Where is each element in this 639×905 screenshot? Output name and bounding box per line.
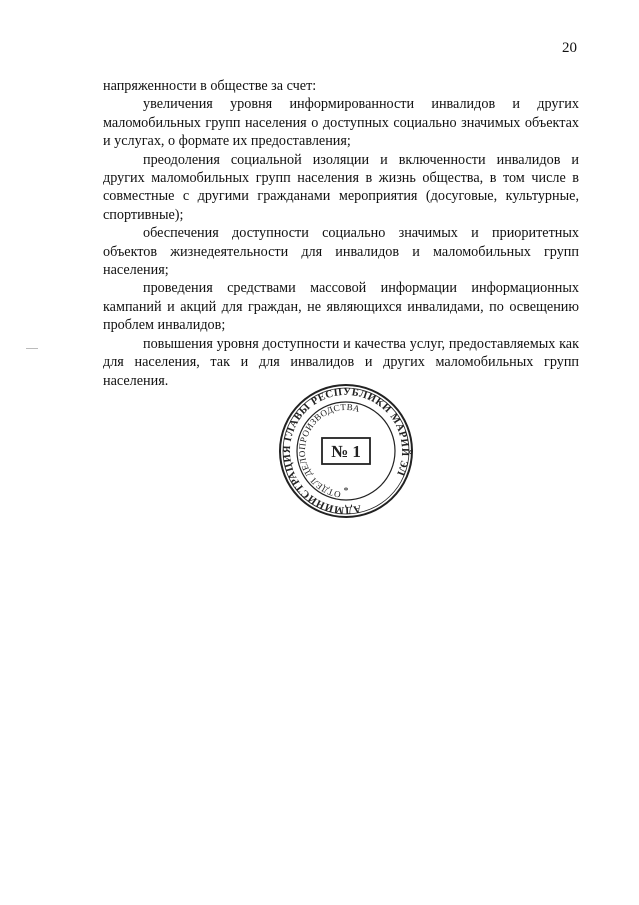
paragraph: проведения средствами массовой информации информационных кампаний и акций для граждан, не являющихся инвалидами, по освещению проблем инвалидов; (103, 280, 579, 334)
stamp-outer-text: АДМИНИСТРАЦИЯ ГЛАВЫ РЕСПУБЛИКИ МАРИЙ ЭЛ (281, 386, 411, 516)
page-number: 20 (562, 40, 577, 56)
paragraph: увеличения уровня информированности инвалидов и других маломобильных групп населения о доступных социально значимых объектах и услугах, о формате их предоставления; (103, 96, 579, 150)
margin-mark (26, 348, 38, 349)
paragraph: преодоления социальной изоляции и включенности инвалидов и других маломобильных групп населения в жизнь общества, в том числе в совместные с другими гражданами мероприятия (досуговые, культурные, спортивные); (103, 151, 579, 223)
paragraph: напряженности в обществе за счет: (103, 78, 317, 94)
stamp-star: * (343, 486, 349, 497)
stamp-inner-text: ОТДЕЛ ДЕЛОПРОИЗВОДСТВА (296, 401, 362, 500)
paragraph: повышения уровня доступности и качества услуг, предоставляемых как для населения, так и для инвалидов и других маломобильных групп населения. (103, 335, 579, 389)
stamp-number: № 1 (331, 442, 361, 461)
document-body (103, 77, 579, 390)
paragraph: обеспечения доступности социально значимых и приоритетных объектов жизнедеятельности для инвалидов и маломобильных групп населения; (103, 225, 579, 279)
official-stamp (278, 383, 414, 519)
